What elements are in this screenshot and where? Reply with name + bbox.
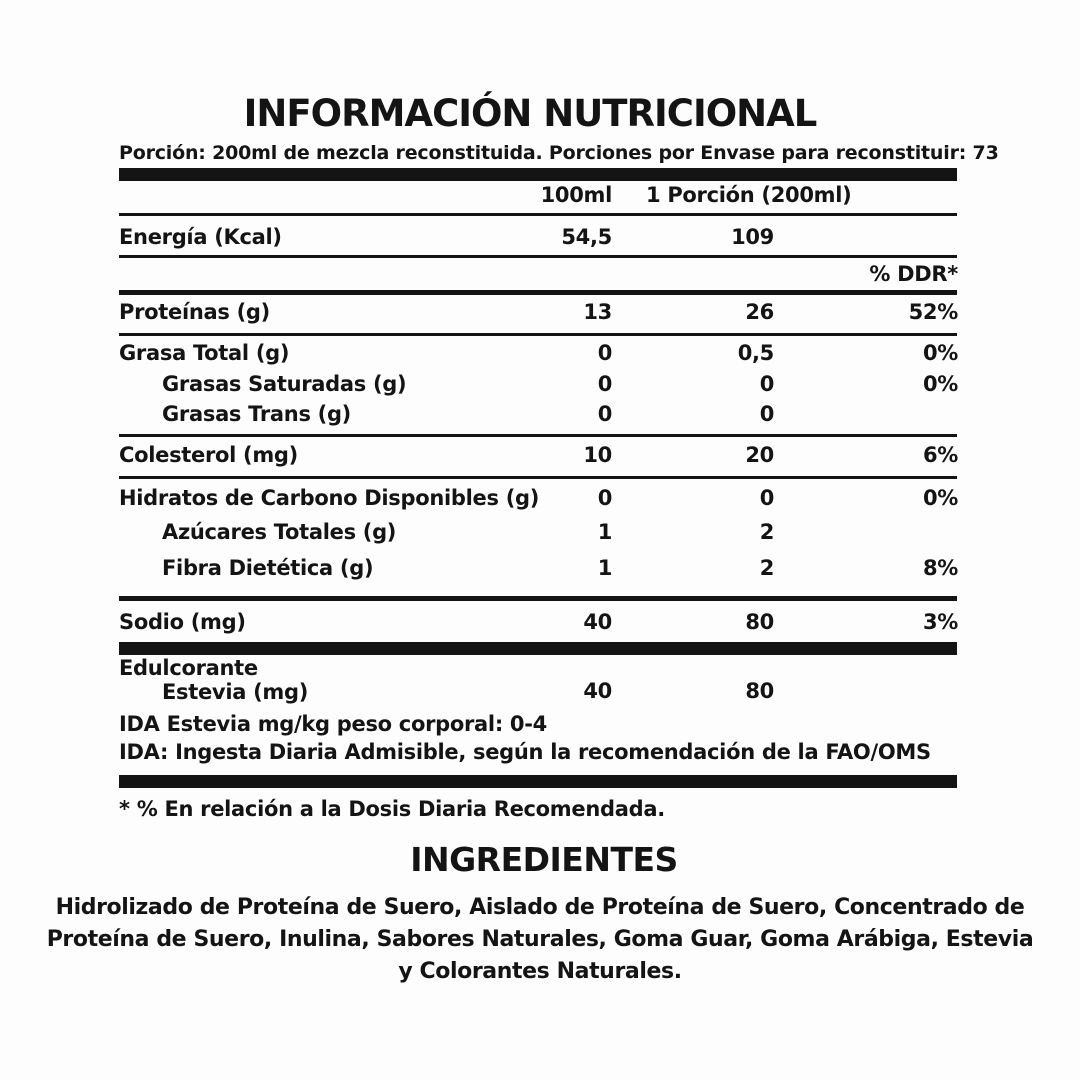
energy-per-portion: 109 [731,225,774,249]
value-ddr: 6% [922,443,958,467]
value-ddr: 0% [922,372,958,396]
divider [119,775,957,788]
divider [119,596,957,601]
value-per-portion: 26 [745,300,774,324]
column-header-100ml: 100ml [540,183,612,207]
ingredients-text: Hidrolizado de Proteína de Suero, Aislado de Proteína de Suero, Concentrado de Proteína de Suero, Inulina, Sabores Naturales, Goma Guar, Goma Arábiga, Estevia y Colorantes Naturales. [46,895,1034,984]
value-per-portion: 0 [759,372,774,396]
divider [119,255,957,258]
value-per-portion: 2 [759,520,774,544]
value-ddr: 3% [922,610,958,634]
value-ddr: 52% [908,300,958,324]
nutrient-label: Hidratos de Carbono Disponibles (g) [119,486,540,510]
value-per-100ml: 1 [597,520,612,544]
value-per-100ml: 10 [583,443,612,467]
nutrient-label: Proteínas (g) [119,300,270,324]
nutrient-label: Sodio (mg) [119,610,246,634]
divider [119,168,957,181]
ida-definition-note: IDA: Ingesta Diaria Admisible, según la recomendación de la FAO/OMS [119,740,931,764]
nutrient-label: Colesterol (mg) [119,443,298,467]
value-per-100ml: 1 [597,556,612,580]
divider [119,434,957,437]
ingredients-title: INGREDIENTES [410,840,678,879]
divider [119,476,957,479]
divider [119,213,957,216]
column-header-ddr: % DDR* [869,262,958,286]
nutrient-label: Estevia (mg) [162,680,309,704]
value-ddr: 8% [922,556,958,580]
value-per-100ml: 40 [583,679,612,703]
divider [119,642,957,655]
value-per-100ml: 0 [597,372,612,396]
value-per-portion: 20 [745,443,774,467]
ida-stevia-note: IDA Estevia mg/kg peso corporal: 0-4 [119,712,547,736]
nutrient-label: Fibra Dietética (g) [162,556,374,580]
ddr-footnote: * % En relación a la Dosis Diaria Recomendada. [119,797,665,821]
value-per-100ml: 40 [583,610,612,634]
energy-label: Energía (Kcal) [119,225,282,249]
value-per-100ml: 0 [597,402,612,426]
value-per-portion: 80 [745,679,774,703]
nutrient-label: Azúcares Totales (g) [162,520,397,544]
value-per-portion: 0 [759,402,774,426]
nutrition-title: INFORMACIÓN NUTRICIONAL [243,92,817,135]
energy-per-100ml: 54,5 [561,225,612,249]
value-per-100ml: 0 [597,486,612,510]
value-ddr: 0% [922,341,958,365]
nutrient-label: Grasa Total (g) [119,341,290,365]
value-per-portion: 2 [759,556,774,580]
value-per-portion: 80 [745,610,774,634]
divider [119,290,957,295]
value-per-100ml: 0 [597,341,612,365]
serving-info: Porción: 200ml de mezcla reconstituida. Porciones por Envase para reconstituir: 73 [119,142,999,164]
value-per-portion: 0 [759,486,774,510]
divider [119,333,957,336]
value-per-100ml: 13 [583,300,612,324]
value-per-portion: 0,5 [737,341,774,365]
sweetener-heading: Edulcorante [119,656,258,680]
value-ddr: 0% [922,486,958,510]
nutrient-label: Grasas Saturadas (g) [162,372,407,396]
nutrient-label: Grasas Trans (g) [162,402,351,426]
column-header-portion: 1 Porción (200ml) [646,183,852,207]
